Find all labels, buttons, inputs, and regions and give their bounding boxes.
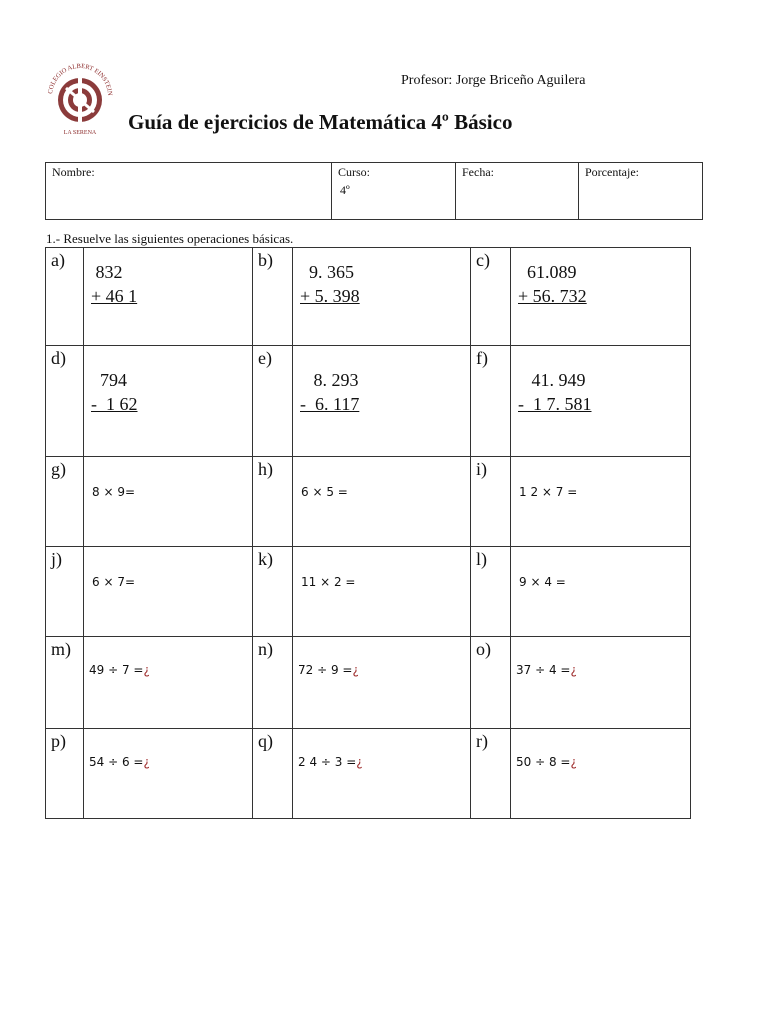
exercise-label-l: l) — [471, 547, 511, 637]
exercise-label-h: h) — [253, 457, 293, 547]
exercise-label-d: d) — [46, 346, 84, 457]
porcentaje-field[interactable] — [579, 163, 703, 220]
exercise-a[interactable] — [84, 248, 253, 346]
exercise-l[interactable] — [511, 547, 691, 637]
expression: 50 ÷ 8 = — [516, 755, 571, 769]
table-row — [46, 729, 691, 819]
fecha-label: Fecha: — [462, 165, 494, 179]
table-row — [46, 346, 691, 457]
operand-bottom: + 5. 398 — [300, 286, 360, 306]
exercises-table — [45, 247, 691, 819]
curso-value: 4º — [340, 183, 350, 197]
exercise-e[interactable] — [293, 346, 471, 457]
expression: 49 ÷ 7 = — [89, 663, 144, 677]
expression: 37 ÷ 4 = — [516, 663, 571, 677]
exercise-label-q: q) — [253, 729, 293, 819]
exercise-h[interactable] — [293, 457, 471, 547]
exercise-label-g: g) — [46, 457, 84, 547]
expression: 72 ÷ 9 = — [298, 663, 353, 677]
question-mark: ¿ — [143, 755, 150, 769]
exercise-q[interactable] — [293, 729, 471, 819]
exercise-label-e: e) — [253, 346, 293, 457]
school-logo — [44, 58, 116, 138]
question-mark: ¿ — [570, 663, 577, 677]
nombre-label: Nombre: — [52, 165, 95, 179]
question-mark: ¿ — [570, 755, 577, 769]
student-info-table — [45, 162, 703, 220]
exercise-b[interactable] — [293, 248, 471, 346]
operand-top: 8. 293 — [300, 370, 359, 390]
operand-bottom: - 1 62 — [91, 394, 138, 414]
operand-bottom: + 56. 732 — [518, 286, 587, 306]
expression: 6 × 7= — [92, 575, 136, 589]
exercise-g[interactable] — [84, 457, 253, 547]
operand-top: 9. 365 — [300, 262, 354, 282]
table-row — [46, 248, 691, 346]
professor-name: Profesor: Jorge Briceño Aguilera — [401, 73, 586, 88]
exercise-label-a: a) — [46, 248, 84, 346]
page-title: Guía de ejercicios de Matemática 4º Básico — [128, 110, 513, 134]
exercise-label-c: c) — [471, 248, 511, 346]
exercise-d[interactable] — [84, 346, 253, 457]
question-mark: ¿ — [352, 663, 359, 677]
exercise-label-k: k) — [253, 547, 293, 637]
question-mark: ¿ — [356, 755, 363, 769]
operand-top: 41. 949 — [518, 370, 586, 390]
exercise-label-j: j) — [46, 547, 84, 637]
curso-label: Curso: — [338, 165, 371, 179]
operand-bottom: + 46 1 — [91, 286, 138, 306]
svg-text:COLEGIO ALBERT EINSTEIN: COLEGIO ALBERT EINSTEIN — [47, 62, 114, 97]
exercise-label-r: r) — [471, 729, 511, 819]
exercise-label-f: f) — [471, 346, 511, 457]
table-row — [46, 457, 691, 547]
instruction-text: 1.- Resuelve las siguientes operaciones básicas. — [46, 231, 294, 246]
operand-top: 61.089 — [518, 262, 577, 282]
curso-field[interactable] — [332, 163, 456, 220]
expression: 6 × 5 = — [301, 485, 348, 499]
exercise-label-o: o) — [471, 637, 511, 729]
operand-top: 832 — [91, 262, 123, 282]
expression: 9 × 4 = — [519, 575, 566, 589]
nombre-field[interactable] — [46, 163, 332, 220]
expression: 1 2 × 7 = — [519, 485, 578, 499]
exercise-p[interactable] — [84, 729, 253, 819]
exercise-j[interactable] — [84, 547, 253, 637]
exercise-r[interactable] — [511, 729, 691, 819]
expression: 8 × 9= — [92, 485, 136, 499]
exercise-f[interactable] — [511, 346, 691, 457]
exercise-n[interactable] — [293, 637, 471, 729]
operand-top: 794 — [91, 370, 127, 390]
svg-text:LA SERENA: LA SERENA — [63, 130, 97, 136]
expression: 2 4 ÷ 3 = — [298, 755, 357, 769]
exercise-m[interactable] — [84, 637, 253, 729]
table-row — [46, 637, 691, 729]
table-row — [46, 547, 691, 637]
porcentaje-label: Porcentaje: — [585, 165, 639, 179]
fecha-field[interactable] — [456, 163, 579, 220]
exercise-c[interactable] — [511, 248, 691, 346]
expression: 11 × 2 = — [301, 575, 356, 589]
operand-bottom: - 6. 117 — [300, 394, 360, 414]
expression: 54 ÷ 6 = — [89, 755, 144, 769]
exercise-label-i: i) — [471, 457, 511, 547]
exercise-o[interactable] — [511, 637, 691, 729]
exercise-k[interactable] — [293, 547, 471, 637]
exercise-i[interactable] — [511, 457, 691, 547]
exercise-label-m: m) — [46, 637, 84, 729]
exercise-label-b: b) — [253, 248, 293, 346]
exercise-label-p: p) — [46, 729, 84, 819]
operand-bottom: - 1 7. 581 — [518, 394, 592, 414]
question-mark: ¿ — [143, 663, 150, 677]
exercise-label-n: n) — [253, 637, 293, 729]
